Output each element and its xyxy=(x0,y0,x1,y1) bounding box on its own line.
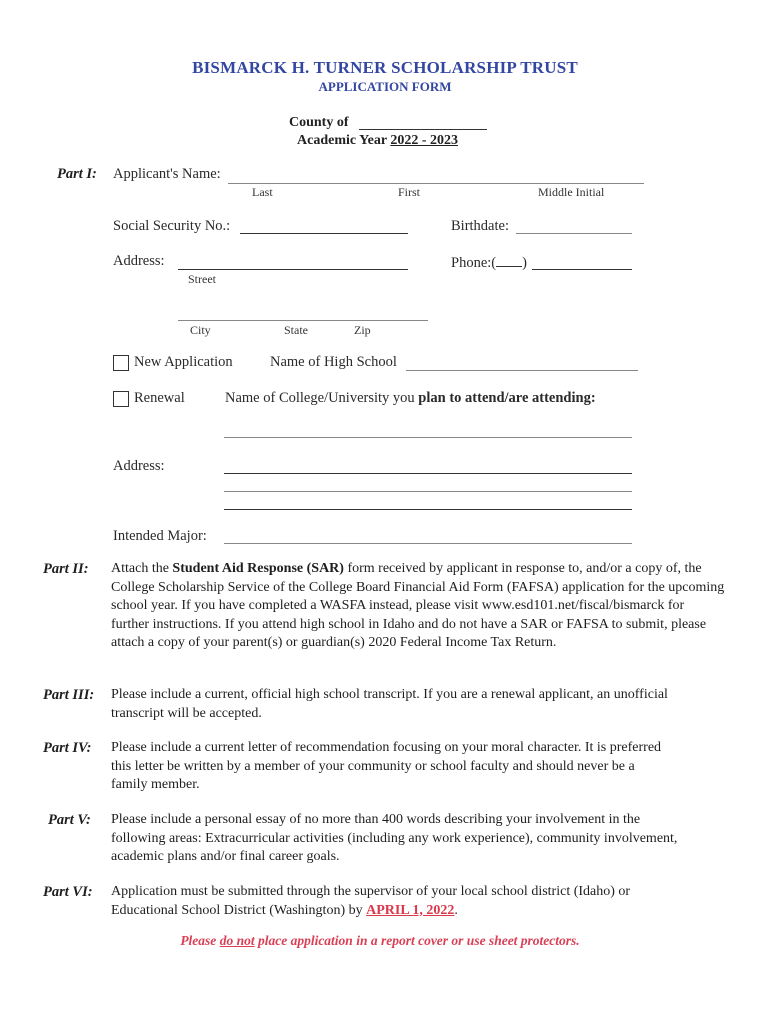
ssn-label: Social Security No.: xyxy=(113,218,231,234)
part-5-text: Please include a personal essay of no more than 400 words describing your involvement in the following areas: Extracurricular activities (including any work experience), community involvement, academic plans and/or final career goals. xyxy=(111,812,678,865)
street-input[interactable] xyxy=(178,251,412,271)
deadline-date: APRIL 1, 2022 xyxy=(366,902,455,918)
intended-major-label: Intended Major: xyxy=(113,528,207,544)
college-address-input-3[interactable] xyxy=(224,492,636,512)
college-name-input[interactable] xyxy=(224,419,636,439)
applicant-name-label: Applicant's Name: xyxy=(113,166,221,182)
academic-year-value: 2022 - 2023 xyxy=(390,133,458,148)
birthdate-label: Birthdate: xyxy=(451,218,509,234)
renewal-checkbox[interactable] xyxy=(113,391,129,407)
street-caption: Street xyxy=(188,272,216,286)
college-address-input-2[interactable] xyxy=(224,474,636,494)
intended-major-input[interactable] xyxy=(224,525,636,545)
name-last-caption: Last xyxy=(252,185,273,199)
high-school-input[interactable] xyxy=(406,352,642,372)
part-3-text: Please include a current, official high school transcript. If you are a renewal applicant, an unofficial transcript will be accepted. xyxy=(111,687,668,721)
footer-note: Please do not place application in a report cover or use sheet protectors. xyxy=(180,933,580,948)
part-3-label: Part III: xyxy=(43,687,95,703)
form-title: BISMARCK H. TURNER SCHOLARSHIP TRUST xyxy=(192,58,578,77)
new-application-label: New Application xyxy=(134,354,233,370)
county-input[interactable] xyxy=(359,111,491,131)
name-middle-caption: Middle Initial xyxy=(538,185,605,199)
applicant-name-input[interactable] xyxy=(228,165,648,185)
phone-label: Phone:( ) xyxy=(451,255,527,271)
address-label: Address: xyxy=(113,253,165,269)
college-address-label: Address: xyxy=(113,458,165,474)
new-application-checkbox[interactable] xyxy=(113,355,129,371)
part-2-label: Part II: xyxy=(43,561,89,577)
part-2-text: Attach the Student Aid Response (SAR) form received by applicant in response to, and/or a copy of, the College Scholarship Service of the College Board Financial Aid Form (FAFSA) application for the upcoming school year. If you have completed a WASFA instead, please visit www.esd101.net/fiscal/bismarck for further instructions. If you attend high school in Idaho and do not have a SAR or FAFSA to submit, please attach a copy of your parent(s) or guardian(s) 2020 Federal Income Tax Return. xyxy=(111,561,725,651)
zip-caption: Zip xyxy=(354,323,371,337)
high-school-label: Name of High School xyxy=(270,354,397,370)
name-first-caption: First xyxy=(398,185,421,199)
renewal-label: Renewal xyxy=(134,390,185,406)
part-4-text: Please include a current letter of recommendation focusing on your moral character. It is preferred this letter be written by a member of your community or school faculty and should never be a family member. xyxy=(111,740,662,793)
college-label: Name of College/University you plan to attend/are attending: xyxy=(225,390,596,406)
form-subtitle: APPLICATION FORM xyxy=(318,79,452,94)
part-4-label: Part IV: xyxy=(43,740,92,756)
birthdate-input[interactable] xyxy=(516,215,636,235)
county-label: County of xyxy=(289,115,349,130)
part-6-label: Part VI: xyxy=(43,884,93,900)
city-caption: City xyxy=(190,323,211,337)
part-5-label: Part V: xyxy=(48,812,91,828)
part-1-label: Part I: xyxy=(57,166,97,182)
academic-year-label: Academic Year 2022 - 2023 xyxy=(297,133,458,148)
state-caption: State xyxy=(284,323,308,337)
ssn-input[interactable] xyxy=(240,215,412,235)
city-state-zip-input[interactable] xyxy=(178,302,432,322)
college-address-input-1[interactable] xyxy=(224,455,636,475)
phone-input[interactable] xyxy=(500,251,636,271)
part-6-text: Application must be submitted through the supervisor of your local school district (Idaho) or Educational School District (Washington) by APRIL 1, 2022. xyxy=(111,884,631,918)
